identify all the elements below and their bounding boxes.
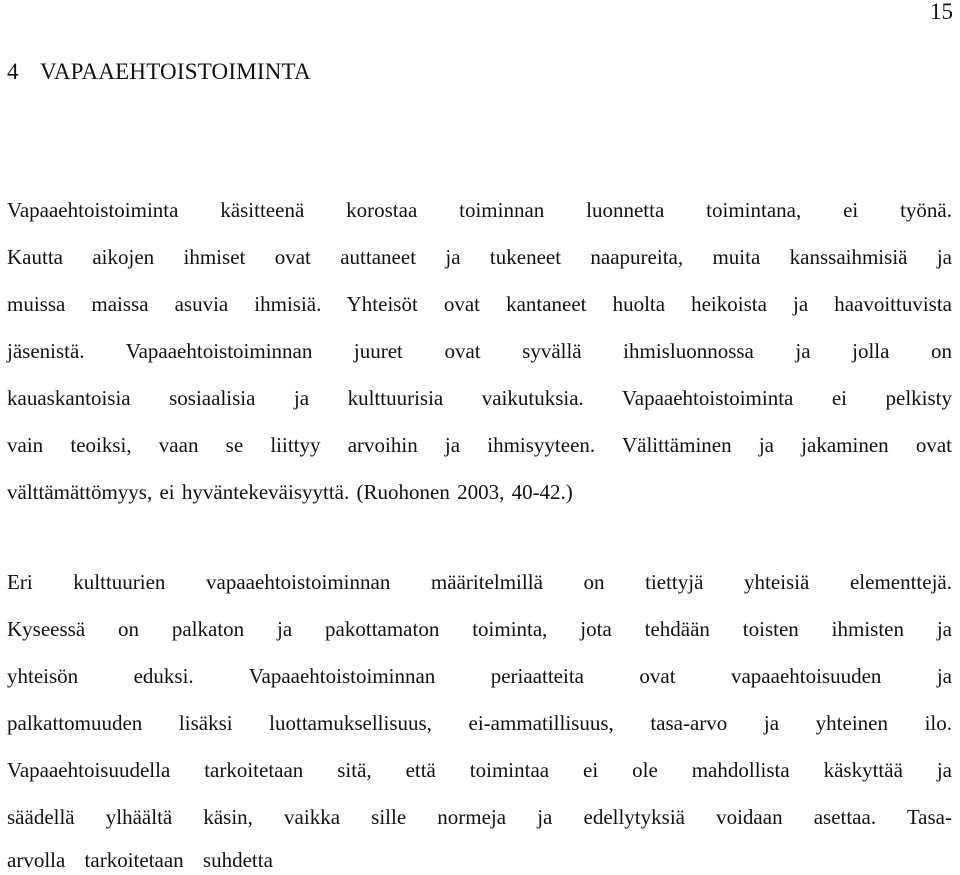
paragraph-1-line-5: kauaskantoisia sosiaalisia ja kulttuurisia vaikutuksia. Vapaaehtoistoiminta ei pelkisty bbox=[7, 386, 952, 410]
chapter-title: VAPAAEHTOISTOIMINTA bbox=[40, 59, 311, 84]
chapter-number: 4 bbox=[7, 59, 19, 84]
paragraph-2-line-3: yhteisön eduksi. Vapaaehtoistoiminnan periaatteita ovat vapaaehtoisuuden ja bbox=[7, 664, 952, 688]
paragraph-2-line-4: palkattomuuden lisäksi luottamuksellisuus, ei-ammatillisuus, tasa-arvo ja yhteinen ilo. bbox=[7, 711, 952, 735]
paragraph-1-line-6: vain teoiksi, vaan se liittyy arvoihin ja ihmisyyteen. Välittäminen ja jakaminen ovat bbox=[7, 433, 952, 457]
chapter-heading bbox=[7, 57, 311, 87]
paragraph-1-line-1: Vapaaehtoistoiminta käsitteenä korostaa toiminnan luonnetta toimintana, ei työnä. bbox=[7, 198, 952, 222]
paragraph-1-line-3: muissa maissa asuvia ihmisiä. Yhteisöt ovat kantaneet huolta heikoista ja haavoittuvista bbox=[7, 292, 952, 316]
paragraph-1-line-2: Kautta aikojen ihmiset ovat auttaneet ja tukeneet naapureita, muita kanssaihmisiä ja bbox=[7, 245, 952, 269]
paragraph-2-line-2: Kyseessä on palkaton ja pakottamaton toiminta, jota tehdään toisten ihmisten ja bbox=[7, 617, 952, 641]
paragraph-2-line-1: Eri kulttuurien vapaaehtoistoiminnan määritelmillä on tiettyjä yhteisiä elementtejä. bbox=[7, 570, 952, 594]
paragraph-2-line-7: arvolla tarkoitetaan suhdetta bbox=[7, 848, 273, 872]
paragraph-2-line-5: Vapaaehtoisuudella tarkoitetaan sitä, että toimintaa ei ole mahdollista käskyttää ja bbox=[7, 758, 952, 782]
paragraph-1-line-7: välttämättömyys, ei hyväntekeväisyyttä. (Ruohonen 2003, 40-42.) bbox=[7, 480, 573, 504]
paragraph-2-line-6: säädellä ylhäältä käsin, vaikka sille normeja ja edellytyksiä voidaan asettaa. Tasa- bbox=[7, 805, 952, 829]
paragraph-1-line-4: jäsenistä. Vapaaehtoistoiminnan juuret ovat syvällä ihmisluonnossa ja jolla on bbox=[7, 339, 952, 363]
page-number: 15 bbox=[930, 0, 953, 24]
